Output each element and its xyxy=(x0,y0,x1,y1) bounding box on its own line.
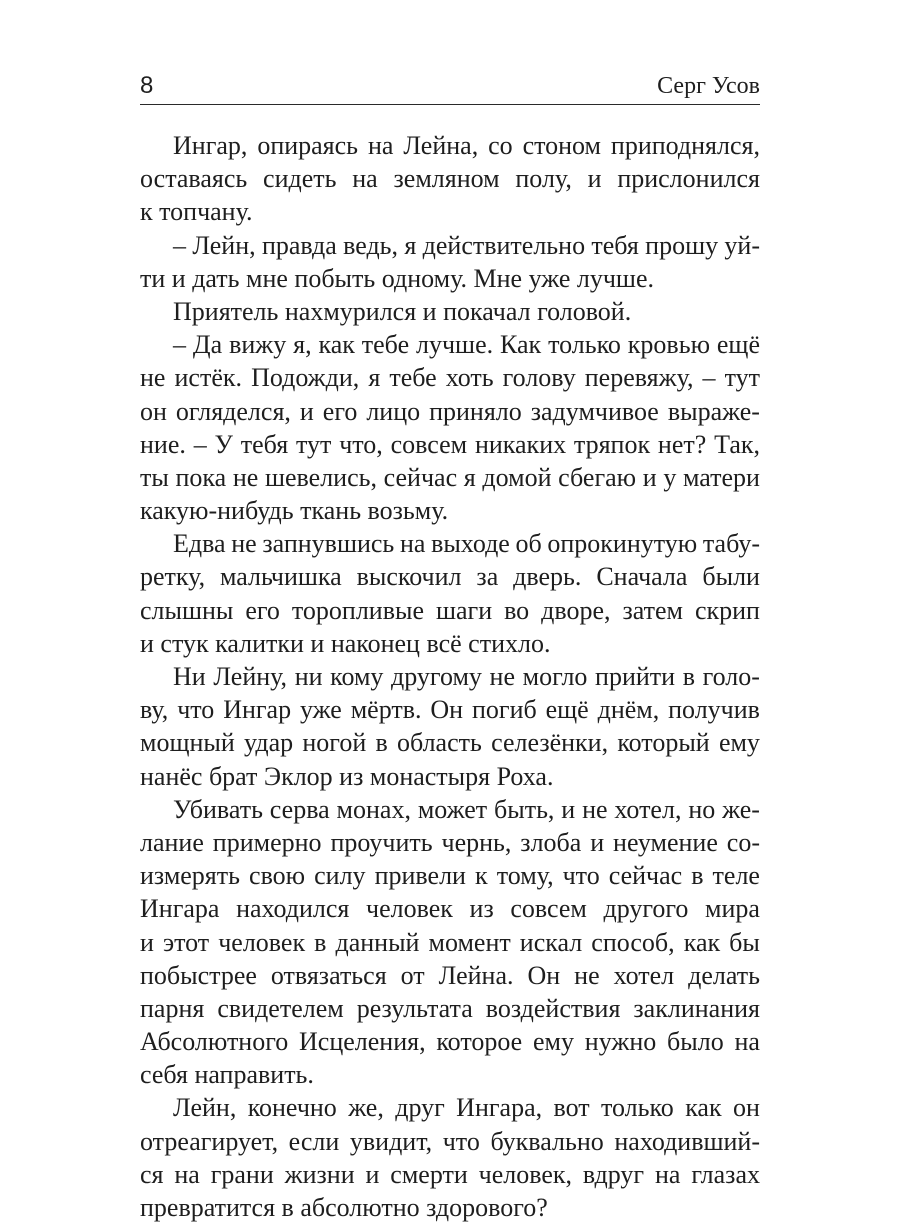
word: – xyxy=(173,230,186,260)
text-line xyxy=(140,1025,760,1058)
word: монах, xyxy=(336,794,411,824)
word: мира xyxy=(705,894,760,924)
word: Он xyxy=(527,960,561,990)
text-line: ти и дать мне побыть одному. Мне уже лучше. xyxy=(140,263,654,293)
word: область xyxy=(397,728,482,758)
word: ногой xyxy=(302,728,367,758)
word: проучить xyxy=(330,827,433,857)
word: сидеть xyxy=(263,164,337,194)
word: тому, xyxy=(496,861,554,891)
text-line: к топчану. xyxy=(140,197,253,227)
word: вдруг xyxy=(582,1159,645,1189)
word: из xyxy=(469,894,494,924)
word: только xyxy=(548,330,621,360)
word: он xyxy=(732,1093,760,1123)
word: ву, xyxy=(140,695,169,725)
word: никаких xyxy=(474,429,567,459)
word: человек xyxy=(218,927,306,957)
word: Подожди, xyxy=(251,363,360,393)
word: со xyxy=(488,131,513,160)
word: ведь, xyxy=(343,230,399,260)
word: как xyxy=(318,330,355,360)
word: смерти xyxy=(390,1159,468,1189)
word: сейчас xyxy=(608,861,683,891)
word: полу, xyxy=(515,164,572,194)
word: мальчишка xyxy=(220,562,342,592)
word: глазах xyxy=(691,1159,760,1189)
word: результата xyxy=(356,993,473,1023)
word: не xyxy=(232,462,259,492)
text-line xyxy=(140,660,760,693)
word: побыстрее xyxy=(140,960,257,990)
text-line xyxy=(140,693,760,726)
word: делать xyxy=(688,960,760,990)
word: бы xyxy=(729,927,760,957)
word: сбегаю xyxy=(558,462,637,492)
word: шаги xyxy=(435,595,493,625)
word: на xyxy=(174,1159,200,1189)
word: Как xyxy=(500,330,542,360)
text-line xyxy=(140,926,760,959)
text-line: себя направить. xyxy=(140,1060,314,1090)
running-title: Серг Усов xyxy=(657,73,760,99)
word: но xyxy=(688,794,716,824)
text-line xyxy=(140,992,760,1025)
text-line xyxy=(140,793,760,826)
word: находивший- xyxy=(614,1126,760,1156)
word: затем xyxy=(622,595,683,625)
word: было xyxy=(667,1027,724,1057)
word: домой xyxy=(482,462,552,492)
word: серва xyxy=(269,794,330,824)
word: выходе xyxy=(431,529,510,559)
word: были xyxy=(702,562,760,592)
word: днём, xyxy=(597,695,660,725)
word: находился xyxy=(236,894,350,924)
text-line: какую-нибудь ткань возьму. xyxy=(140,496,449,526)
word: же- xyxy=(722,794,760,824)
word: опираясь xyxy=(257,131,359,160)
word: – xyxy=(173,330,186,360)
body-text xyxy=(140,129,760,1224)
word: Исцеления, xyxy=(299,1027,426,1057)
word: тряпок xyxy=(573,429,651,459)
word: пока xyxy=(175,462,227,492)
word: Абсолютного xyxy=(140,1027,289,1057)
word: хотел, xyxy=(614,794,682,824)
word: хоть xyxy=(445,363,494,393)
word: выскочил xyxy=(356,562,462,592)
word: тебе xyxy=(361,330,410,360)
text-line xyxy=(140,361,760,394)
word: Сначала xyxy=(596,562,688,592)
word: отвязаться xyxy=(270,960,387,990)
text-line: и стук калитки и наконец всё стихло. xyxy=(140,628,551,658)
word: земляном xyxy=(393,164,500,194)
word: конечно xyxy=(247,1093,337,1123)
word: и xyxy=(140,927,154,957)
word: тебя xyxy=(240,429,289,459)
word: воздействия xyxy=(485,993,621,1023)
word: заклинания xyxy=(633,993,760,1023)
word: прислонился xyxy=(617,164,760,194)
word: только xyxy=(600,1093,674,1123)
word: буквально xyxy=(490,1126,604,1156)
word: удар xyxy=(244,728,294,758)
text-line xyxy=(140,395,760,428)
word: торопливые xyxy=(291,595,424,625)
page-header xyxy=(140,64,760,105)
word: искал xyxy=(519,927,583,957)
word: человек, xyxy=(478,1159,573,1189)
word: правда xyxy=(261,230,337,260)
word: мощный xyxy=(140,728,235,758)
word: скрип xyxy=(694,595,760,625)
text-line: нанёс брат Эклор из монастыря Роха. xyxy=(140,761,554,791)
word: Он xyxy=(430,695,464,725)
word: свидетелем xyxy=(217,993,344,1023)
text-line xyxy=(140,1125,760,1158)
word: выраже- xyxy=(667,396,760,426)
word: истёк. xyxy=(174,363,243,393)
word: ние. xyxy=(140,429,186,459)
word: его xyxy=(245,595,280,625)
word: данный xyxy=(335,927,420,957)
word: не xyxy=(489,662,516,691)
word: – xyxy=(193,429,207,459)
word: дверь. xyxy=(513,562,582,592)
word: и xyxy=(561,794,576,824)
word: другому xyxy=(391,662,482,691)
word: тебе xyxy=(389,363,437,393)
word: Лейна, xyxy=(403,131,479,160)
word: кому xyxy=(330,662,384,691)
word: запнувшись xyxy=(262,529,395,559)
text-line xyxy=(140,826,760,859)
word: теле xyxy=(712,861,760,891)
word: за xyxy=(476,562,499,592)
word: свою xyxy=(249,861,306,891)
word: он xyxy=(140,396,167,426)
word: действительно xyxy=(422,230,586,260)
word: тебя xyxy=(591,230,639,260)
word: ся xyxy=(140,1159,164,1189)
word: голо- xyxy=(702,662,760,691)
word: человек xyxy=(366,894,453,924)
text-line: Приятель нахмурился и покачал головой. xyxy=(173,296,632,326)
word: его xyxy=(322,396,358,426)
word: об xyxy=(515,529,542,559)
word: что, xyxy=(339,429,383,459)
word: сейчас xyxy=(383,462,458,492)
word: может xyxy=(417,794,488,824)
word: получив xyxy=(668,695,760,725)
word: – xyxy=(702,363,716,393)
word: перевяжу, xyxy=(584,363,694,393)
word: на xyxy=(654,1159,681,1189)
word: лучше. xyxy=(416,330,494,360)
text-line xyxy=(140,726,760,759)
word: огляделся, xyxy=(175,396,291,426)
word: нужно xyxy=(584,1027,657,1057)
word: совсем xyxy=(510,894,587,924)
word: Да xyxy=(192,330,223,360)
word: я xyxy=(368,363,381,393)
word: оставаясь xyxy=(140,164,248,194)
word: увидит, xyxy=(349,1126,433,1156)
word: на xyxy=(367,131,394,160)
word: на xyxy=(734,1027,760,1057)
word: злоба xyxy=(520,827,582,857)
text-line xyxy=(140,959,760,992)
word: табу- xyxy=(702,529,760,559)
word: которое xyxy=(436,1027,523,1057)
word: Лейн, xyxy=(192,230,256,260)
word: лицо xyxy=(366,396,421,426)
word: уже xyxy=(299,695,342,725)
word: прошу xyxy=(645,230,719,260)
word: я, xyxy=(293,330,312,360)
word: же, xyxy=(348,1093,384,1123)
word: Лейна. xyxy=(438,960,514,990)
word: мёртв. xyxy=(350,695,422,725)
word: совсем xyxy=(390,429,468,459)
word: Ингара xyxy=(140,894,220,924)
word: силу xyxy=(314,861,366,891)
word: селезёнки, xyxy=(491,728,609,758)
word: на xyxy=(399,529,426,559)
word: приподнялся, xyxy=(610,131,760,160)
word: ему xyxy=(718,728,760,758)
word: ты xyxy=(140,462,169,492)
text-line xyxy=(140,428,760,461)
word: который xyxy=(617,728,710,758)
word: шевелись, xyxy=(264,462,377,492)
text-line xyxy=(140,1091,760,1124)
word: не xyxy=(574,960,600,990)
word: задумчивое xyxy=(530,396,659,426)
word: в xyxy=(314,927,327,957)
word: Ни xyxy=(173,662,206,691)
word: в xyxy=(691,861,704,891)
word: что xyxy=(177,695,215,725)
text-line xyxy=(140,328,760,361)
text-line: превратится в абсолютно здорового? xyxy=(140,1193,548,1222)
word: этот xyxy=(162,927,210,957)
word: вижу xyxy=(229,330,287,360)
word: У xyxy=(214,429,233,459)
word: и xyxy=(365,1159,380,1189)
word: не xyxy=(582,794,608,824)
word: слышны xyxy=(140,595,234,625)
word: не xyxy=(231,529,257,559)
word: Так, xyxy=(714,429,760,459)
word: привели xyxy=(374,861,466,891)
word: другого xyxy=(603,894,689,924)
text-line xyxy=(140,129,760,162)
word: в xyxy=(682,662,695,691)
word: отреагирует, xyxy=(140,1126,279,1156)
text-line xyxy=(140,461,760,494)
word: кровью xyxy=(627,330,710,360)
word: ему xyxy=(533,1027,575,1057)
word: вот xyxy=(553,1093,590,1123)
word: Лейну, xyxy=(213,662,288,691)
word: прийти xyxy=(595,662,676,691)
word: Едва xyxy=(173,529,226,559)
word: хотел xyxy=(613,960,675,990)
word: грани xyxy=(210,1159,274,1189)
text-line xyxy=(140,859,760,892)
word: измерять xyxy=(140,861,240,891)
text-line xyxy=(140,527,760,560)
word: от xyxy=(400,960,425,990)
word: примерно xyxy=(212,827,322,857)
word: лание xyxy=(140,827,204,857)
text-line xyxy=(140,560,760,593)
word: дворе, xyxy=(541,595,611,625)
word: тут xyxy=(296,429,332,459)
word: Ингара, xyxy=(456,1093,543,1123)
word: не xyxy=(140,363,166,393)
word: к xyxy=(475,861,488,891)
word: Лейн, xyxy=(173,1093,237,1123)
text-line xyxy=(140,594,760,627)
word: ещё xyxy=(716,330,760,360)
word: со- xyxy=(726,827,760,857)
word: тут xyxy=(724,363,760,393)
text-line xyxy=(140,162,760,195)
word: голову xyxy=(502,363,576,393)
word: жизни xyxy=(284,1159,355,1189)
word: и xyxy=(590,827,605,857)
word: Убивать xyxy=(173,794,263,824)
word: Ингар xyxy=(223,695,292,725)
word: быть, xyxy=(494,794,555,824)
word: ни xyxy=(294,662,323,691)
word: как xyxy=(683,927,721,957)
word: я xyxy=(463,462,476,492)
word: матери xyxy=(682,462,760,492)
word: что xyxy=(442,1126,480,1156)
word: как xyxy=(685,1093,722,1123)
word: у xyxy=(663,462,677,492)
word: в xyxy=(375,728,388,758)
text-line xyxy=(140,229,760,262)
word: уй- xyxy=(724,230,760,260)
word: стоном xyxy=(522,131,601,160)
word: что xyxy=(562,861,600,891)
word: могло xyxy=(522,662,588,691)
word: я xyxy=(404,230,417,260)
word: погиб xyxy=(471,695,537,725)
word: во xyxy=(504,595,530,625)
word: неумение xyxy=(613,827,718,857)
word: на xyxy=(352,164,378,194)
word: и xyxy=(642,462,657,492)
text-line xyxy=(140,892,760,925)
text-line xyxy=(140,1158,760,1191)
word: момент xyxy=(428,927,511,957)
word: ретку, xyxy=(140,562,206,592)
word: Ингар, xyxy=(173,131,248,160)
word: если xyxy=(288,1126,340,1156)
word: чернь, xyxy=(441,827,512,857)
word: нет? xyxy=(657,429,707,459)
word: способ, xyxy=(591,927,675,957)
word: и xyxy=(299,396,314,426)
word: ещё xyxy=(545,695,589,725)
word: приняло xyxy=(429,396,522,426)
word: и xyxy=(587,164,602,194)
word: опрокинутую xyxy=(547,529,698,559)
word: друг xyxy=(395,1093,445,1123)
page-number: 8 xyxy=(140,72,154,99)
word: парня xyxy=(140,993,205,1023)
